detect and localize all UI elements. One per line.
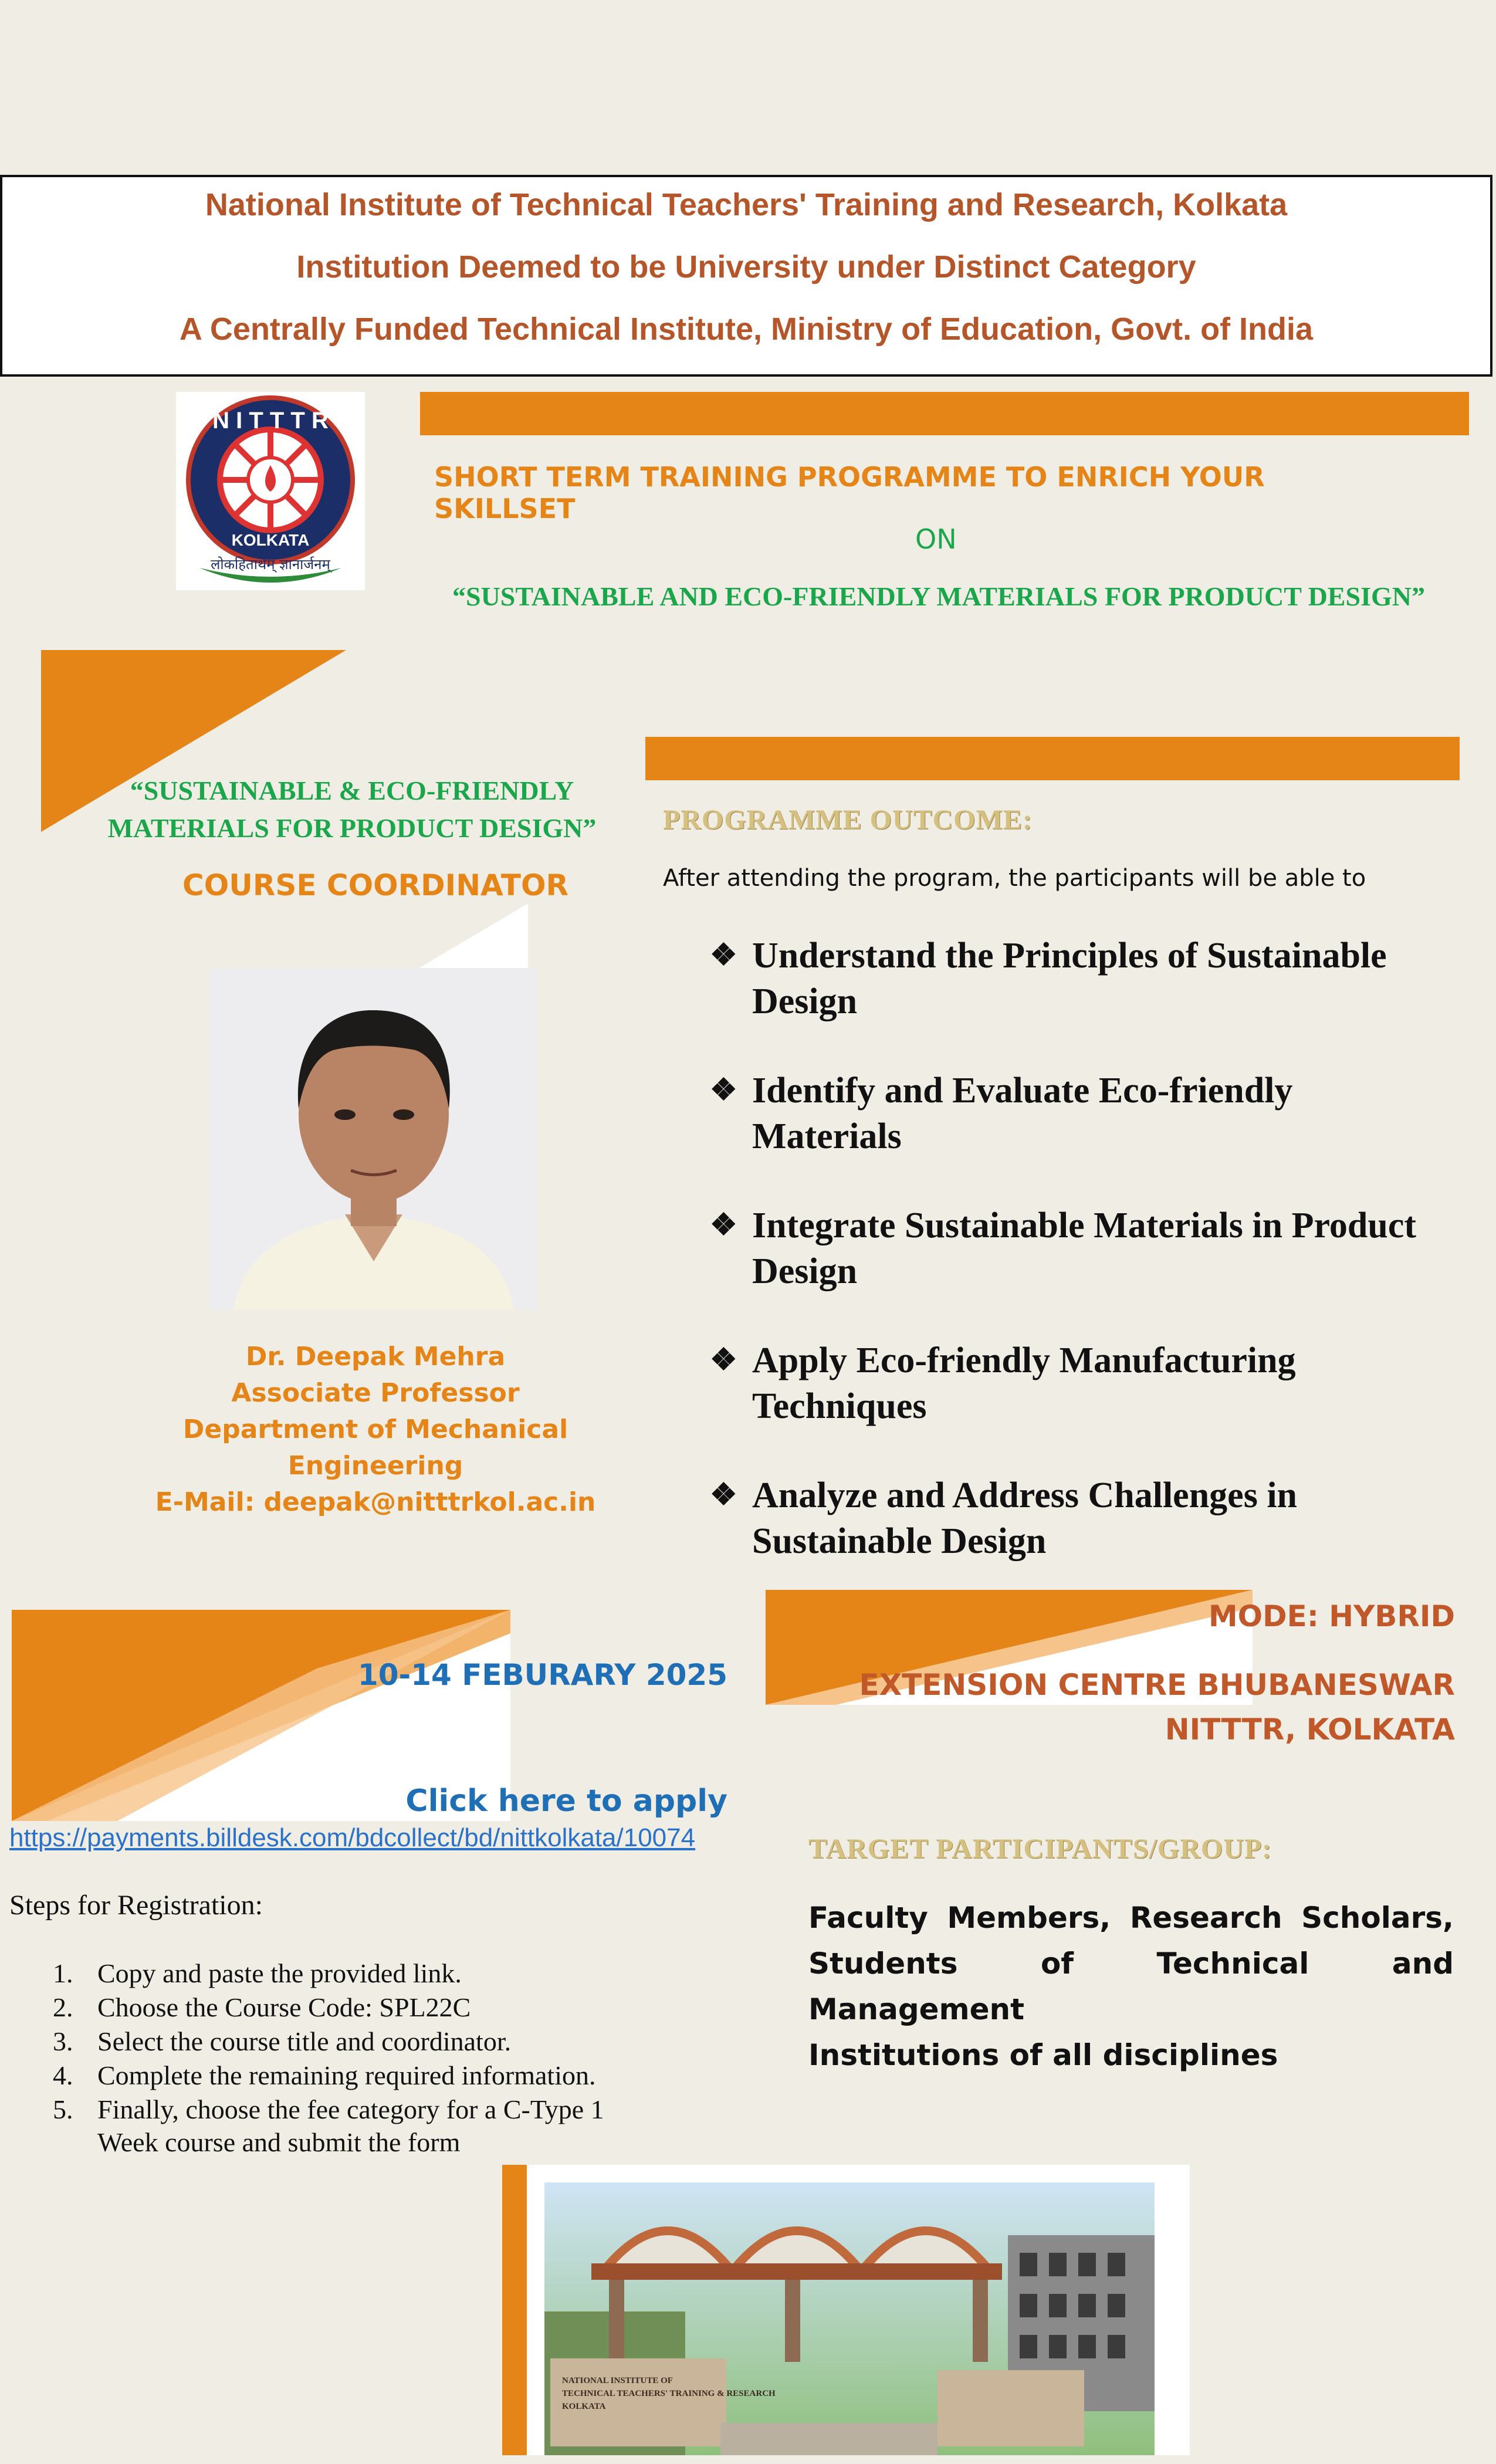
- coordinator-department: Department of Mechanical Engineering: [182, 1414, 568, 1481]
- gate-sign-line1: NATIONAL INSTITUTE OF: [562, 2376, 673, 2385]
- coordinator-name: Dr. Deepak Mehra: [245, 1342, 506, 1372]
- target-participants: [808, 1895, 1454, 2078]
- coordinator-email: E-Mail: deepak@nitttrkol.ac.in: [155, 1487, 596, 1517]
- coordinator-photo: [210, 968, 537, 1309]
- target-line2: Students of Technical and Management: [808, 1947, 1454, 2026]
- institute-header: [0, 175, 1492, 377]
- diamond-bullet-icon: ❖: [710, 1074, 737, 1107]
- venue-line1: EXTENSION CENTRE BHUBANESWAR: [859, 1668, 1455, 1702]
- outcome-title: PROGRAMME OUTCOME:: [663, 804, 1033, 835]
- outcome-accent-bar: [645, 737, 1460, 780]
- target-line3: Institutions of all disciplines: [808, 2038, 1278, 2072]
- logo-top-text: N I T T T R: [212, 408, 329, 434]
- left-course-title: [70, 772, 634, 847]
- registration-heading: Steps for Registration:: [9, 1890, 263, 1921]
- apply-link[interactable]: https://payments.billdesk.com/bdcollect/bd/nittkolkata/10074: [9, 1823, 696, 1852]
- logo-motto: लोकहितार्थम् ज्ञानार्जनम्: [211, 556, 330, 573]
- campus-photo-frame: [527, 2165, 1190, 2455]
- institute-affiliation: A Centrally Funded Technical Institute, Ministry of Education, Govt. of India: [179, 312, 1314, 347]
- programme-title: “SUSTAINABLE AND ECO-FRIENDLY MATERIALS FOR PRODUCT DESIGN”: [452, 581, 1425, 611]
- institute-status: Institution Deemed to be University under Distinct Category: [296, 249, 1196, 285]
- outcome-intro: After attending the program, the participants will be able to: [663, 865, 1366, 892]
- diamond-bullet-icon: ❖: [710, 1478, 737, 1512]
- coordinator-details: [94, 1339, 657, 1521]
- venue-line2: NITTTR, KOLKATA: [1165, 1712, 1455, 1747]
- diamond-bullet-icon: ❖: [710, 1343, 737, 1377]
- left-title-line2: MATERIALS FOR PRODUCT DESIGN”: [107, 813, 597, 843]
- diamond-bullet-icon: ❖: [710, 1209, 737, 1242]
- apply-button[interactable]: Click here to apply: [405, 1783, 727, 1819]
- programme-dates: 10-14 FEBURARY 2025: [357, 1658, 727, 1692]
- gate-sign-line2: TECHNICAL TEACHERS' TRAINING & RESEARCH: [562, 2389, 776, 2398]
- mode-label: MODE: HYBRID: [1208, 1599, 1455, 1633]
- programme-on: ON: [915, 523, 957, 555]
- logo-bottom-text: KOLKATA: [231, 531, 310, 549]
- target-title: TARGET PARTICIPANTS/GROUP:: [808, 1833, 1272, 1864]
- photo-accent-bar: [502, 2165, 527, 2455]
- top-accent-bar: [420, 392, 1469, 435]
- coordinator-heading: COURSE COORDINATOR: [182, 868, 568, 902]
- diamond-bullet-icon: ❖: [710, 939, 737, 972]
- campus-gate-photo: [527, 2165, 1190, 2455]
- coordinator-designation: Associate Professor: [231, 1378, 520, 1408]
- gate-sign-line3: KOLKATA: [562, 2402, 606, 2411]
- venue-block: [821, 1663, 1455, 1752]
- left-title-line1: “SUSTAINABLE & ECO-FRIENDLY: [130, 776, 574, 805]
- programme-intro: SHORT TERM TRAINING PROGRAMME TO ENRICH YOUR SKILLSET: [434, 461, 1265, 524]
- nitttr-logo: [176, 392, 365, 590]
- target-line1: Faculty Members, Research Scholars,: [808, 1901, 1454, 1935]
- institute-name: National Institute of Technical Teachers' Training and Research, Kolkata: [205, 187, 1288, 222]
